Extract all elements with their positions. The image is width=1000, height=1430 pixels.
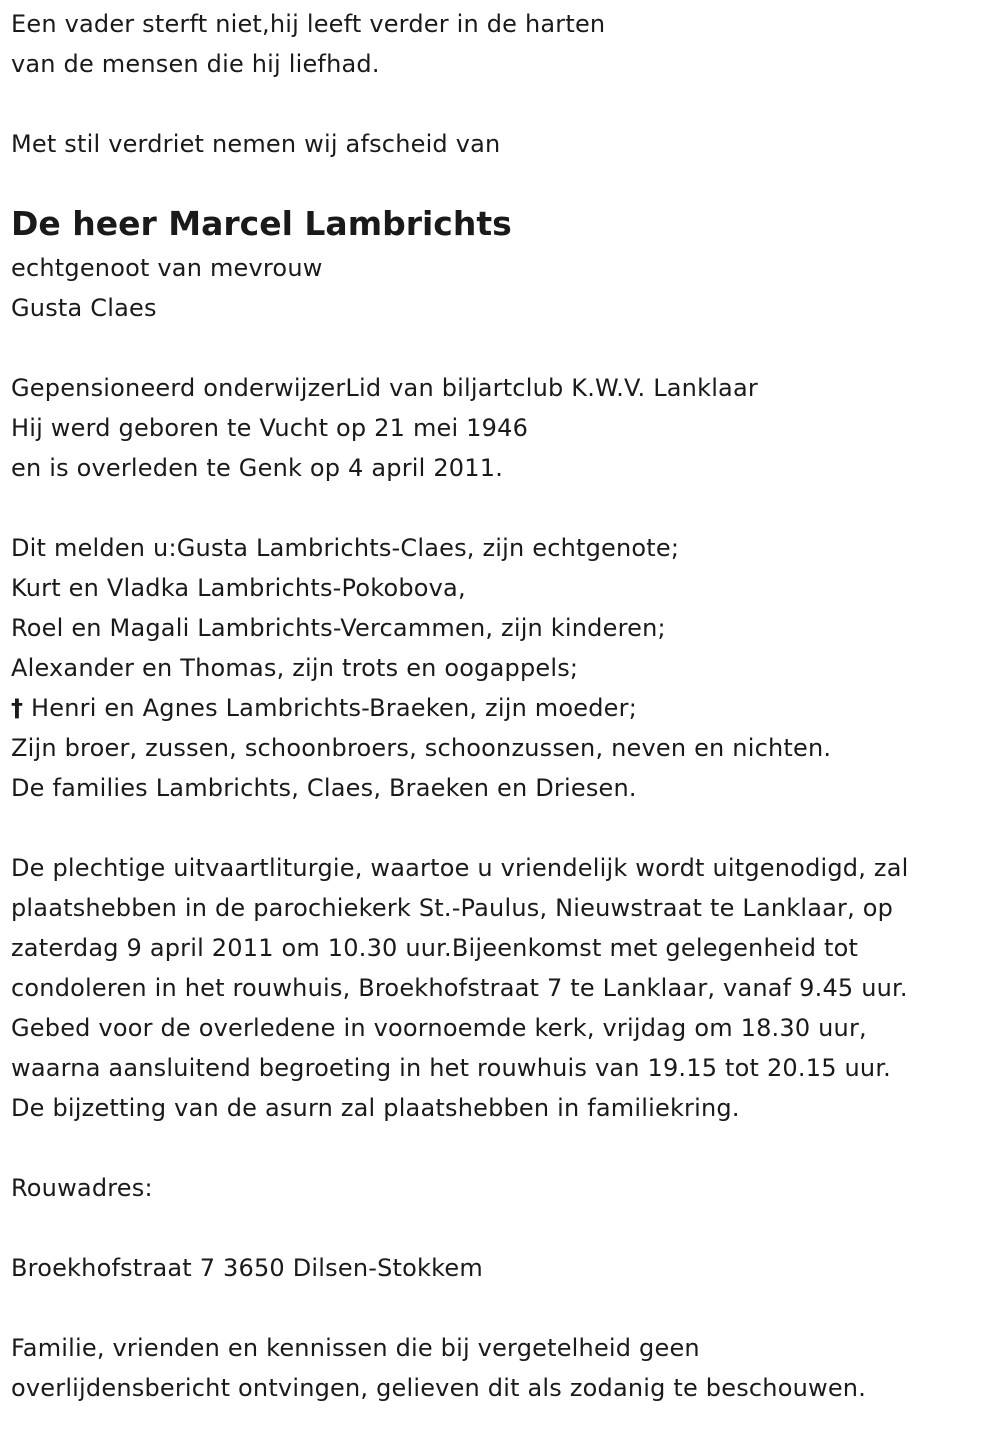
ceremony-line: condoleren in het rouwhuis, Broekhofstraat 7 te Lanklaar, vanaf 9.45 uur. — [11, 974, 908, 1002]
ceremony-line: waarna aansluitend begroeting in het rouwhuis van 19.15 tot 20.15 uur. — [11, 1054, 892, 1082]
farewell-line: Met stil verdriet nemen wij afscheid van — [11, 130, 501, 158]
family-deceased-text: Henri en Agnes Lambrichts-Braeken, zijn moeder; — [31, 694, 637, 722]
ceremony-line: plaatshebben in de parochiekerk St.-Paulus, Nieuwstraat te Lanklaar, op — [11, 894, 894, 922]
bio-line: Gepensioneerd onderwijzerLid van biljartclub K.W.V. Lanklaar — [11, 374, 758, 402]
spouse-line: echtgenoot van mevrouw — [11, 254, 323, 282]
closing-line: Familie, vrienden en kennissen die bij vergetelheid geen — [11, 1334, 700, 1362]
address-label: Rouwadres: — [11, 1174, 153, 1202]
closing-line: overlijdensbericht ontvingen, gelieven dit als zodanig te beschouwen. — [11, 1374, 867, 1402]
family-line: Dit melden u:Gusta Lambrichts-Claes, zijn echtgenote; — [11, 534, 680, 562]
spouse-line: Gusta Claes — [11, 294, 157, 322]
bio-line: Hij werd geboren te Vucht op 21 mei 1946 — [11, 414, 529, 442]
ceremony-line: De plechtige uitvaartliturgie, waartoe u vriendelijk wordt uitgenodigd, zal — [11, 854, 909, 882]
family-line-deceased — [11, 688, 996, 728]
ceremony-line: zaterdag 9 april 2011 om 10.30 uur.Bijeenkomst met gelegenheid tot — [11, 934, 859, 962]
ceremony-line: Gebed voor de overledene in voornoemde kerk, vrijdag om 18.30 uur, — [11, 1014, 867, 1042]
cross-icon: † — [11, 694, 24, 722]
family-line: Roel en Magali Lambrichts-Vercammen, zijn kinderen; — [11, 614, 666, 642]
bio-line: en is overleden te Genk op 4 april 2011. — [11, 454, 504, 482]
intro-line: van de mensen die hij liefhad. — [11, 50, 380, 78]
family-line: Alexander en Thomas, zijn trots en oogappels; — [11, 654, 579, 682]
intro-line: Een vader sterft niet,hij leeft verder in de harten — [11, 10, 606, 38]
address: Broekhofstraat 7 3650 Dilsen-Stokkem — [11, 1254, 483, 1282]
deceased-name: De heer Marcel Lambrichts — [11, 204, 512, 243]
ceremony-line: De bijzetting van de asurn zal plaatshebben in familiekring. — [11, 1094, 740, 1122]
family-line: Kurt en Vladka Lambrichts-Pokobova, — [11, 574, 466, 602]
obituary — [11, 4, 996, 1408]
family-line: Zijn broer, zussen, schoonbroers, schoonzussen, neven en nichten. — [11, 734, 832, 762]
family-line: De families Lambrichts, Claes, Braeken en Driesen. — [11, 774, 637, 802]
